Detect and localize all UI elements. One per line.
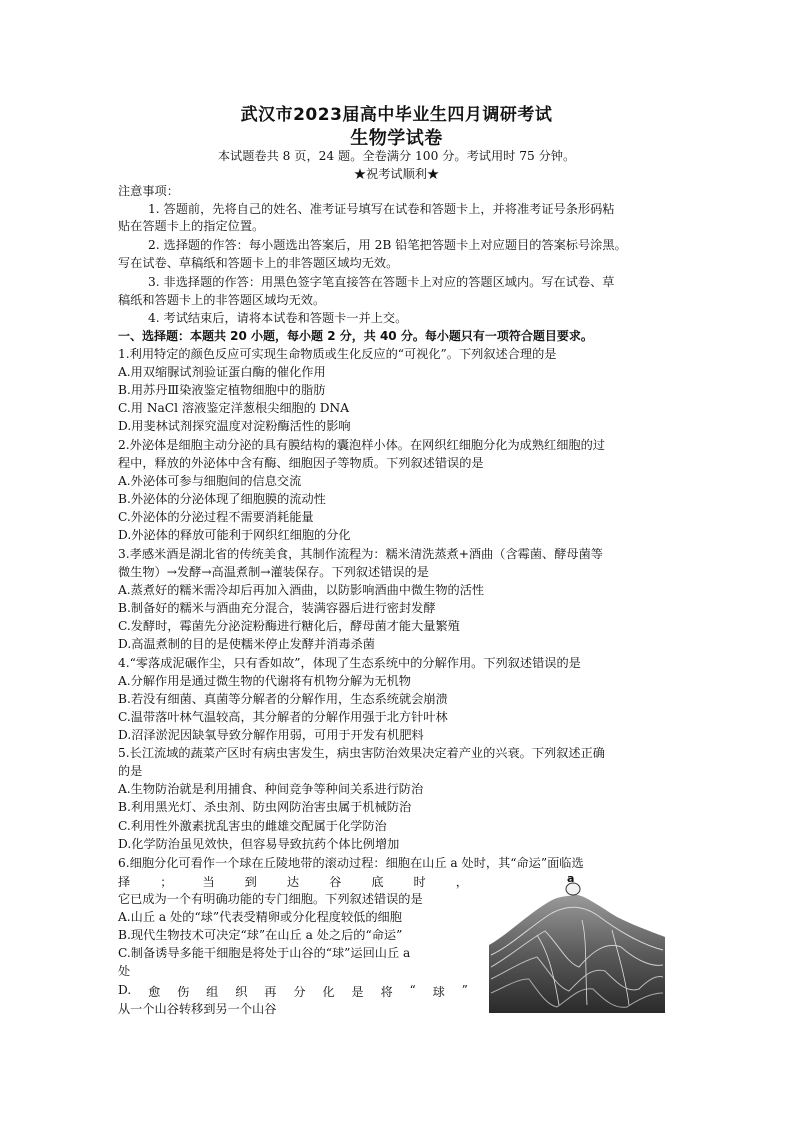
figure-label-a: a [567,875,575,885]
q6-option-d-justified [118,983,468,1000]
q6-d-char: 将 [380,985,393,999]
q4-stem: 4.“零落成泥碾作尘，只有香如故”，体现了生态系统中的分解作用。下列叙述错误的是 [118,656,581,670]
q6-stem-char: 达 [286,875,300,889]
note-line: 贴在答题卡上的指定位置。 [118,219,265,233]
notes-heading: 注意事项： [118,184,179,198]
q2-option-a: A.外泌体可参与细胞间的信息交流 [118,474,302,488]
q6-d-char: 再 [264,985,277,999]
q2-option-d: D.外泌体的释放可能利于网织红细胞的分化 [118,528,351,542]
q3-option-c: C.发酵时，霉菌先分泌淀粉酶进行糖化后，酵母菌才能大量繁殖 [118,619,460,633]
q3-option-a: A.蒸煮好的糯米需冷却后再加入酒曲，以防影响酒曲中微生物的活性 [118,583,485,597]
q2-option-c: C.外泌体的分泌过程不需要消耗能量 [118,510,314,524]
q5-option-a: A.生物防治就是利用捕食、种间竞争等种间关系进行防治 [118,782,424,796]
q6-option-c: 处 [118,964,131,978]
q6-stem: 6.细胞分化可看作一个球在丘陵地带的滚动过程：细胞在山丘 a 处时，其“命运”面临选 [118,856,584,870]
q4-option-a: A.分解作用是通过微生物的代谢将有机物分解为无机物 [118,674,411,688]
q1-option-d: D.用斐林试剂探究温度对淀粉酶活性的影响 [118,419,351,433]
q6-stem-char: ； [160,875,173,889]
section-heading: 一、选择题：本题共 20 小题，每小题 2 分，共 40 分。每小题只有一项符合题目要求。 [118,329,593,343]
q2-stem: 程中，释放的外泌体中含有酶、细胞因子等物质。下列叙述错误的是 [118,456,484,470]
q4-option-c: C.温带落叶林气温较高，其分解者的分解作用强于北方针叶林 [118,710,448,724]
q6-option-c: C.制备诱导多能干细胞是将处于山谷的“球”运回山丘 a [118,946,411,960]
q6-d-char: ” [461,983,468,997]
q5-stem: 5.长江流域的蔬菜产区时有病虫害发生，病虫害防治效果决定着产业的兴衰。下列叙述正确 [118,746,605,760]
q6-option-d: 从一个山谷转移到另一个山谷 [118,1002,277,1016]
q6-d-char: 织 [235,985,248,999]
q5-option-b: B.利用黑光灯、杀虫剂、防虫网防治害虫属于机械防治 [118,800,412,814]
exam-meta: 本试题卷共 8 页，24 题。全卷满分 100 分。考试用时 75 分钟。 [217,149,576,163]
exam-wish: ★祝考试顺利★ [353,167,440,181]
q6-stem-char: 择 [118,875,131,889]
q2-stem: 2.外泌体是细胞主动分泌的具有膜结构的囊泡样小体。在网织红细胞分化为成熟红细胞的过 [118,438,605,452]
q6-stem: 它已成为一个有明确功能的专门细胞。下列叙述错误的是 [118,892,423,906]
q2-option-b: B.外泌体的分泌体现了细胞膜的流动性 [118,492,326,506]
q6-d-char: 组 [206,985,219,999]
q6-d-char: 愈 [148,985,161,999]
q5-option-d: D.化学防治虽见效快，但容易导致抗药个体比例增加 [118,837,400,851]
q3-option-d: D.高温煮制的目的是使糯米停止发酵并消毒杀菌 [118,637,375,651]
q4-option-b: B.若没有细菌、真菌等分解者的分解作用，生态系统就会崩溃 [118,692,448,706]
exam-title: 武汉市2023届高中毕业生四月调研考试 [240,105,553,125]
q6-option-a: A.山丘 a 处的“球”代表受精卵或分化程度较低的细胞 [118,910,402,924]
q3-stem: 3.孝感米酒是湖北省的传统美食，其制作流程为：糯米清洗蒸煮+酒曲（含霉菌、酵母菌等 [118,547,603,561]
q6-stem-char: 谷 [329,875,342,889]
note-line: 写在试卷、草稿纸和答题卡上的非答题区域均无效。 [118,256,399,270]
note-line: 1. 答题前，先将自己的姓名、准考证号填写在试卷和答题卡上，并将准考证号条形码粘 [148,202,615,216]
q4-option-d: D.沼泽淤泥因缺氧导致分解作用弱，可用于开发有机肥料 [118,728,424,742]
q3-option-b: B.制备好的糯米与酒曲充分混合，装满容器后进行密封发酵 [118,601,436,615]
q6-d-char: 是 [351,985,364,999]
q1-option-b: B.用苏丹Ⅲ染液鉴定植物细胞中的脂肪 [118,383,326,397]
note-line: 3. 非选择题的作答：用黑色签字笔直接答在答题卡上对应的答题区域内。写在试卷、草 [148,275,615,289]
q6-stem-char: 底 [371,875,384,889]
q5-stem: 的是 [118,764,143,778]
q6-stem-char: 当 [202,875,215,889]
q6-stem-char: 到 [244,875,257,889]
note-line: 稿纸和答题卡上的非答题区域均无效。 [118,293,326,307]
q6-d-char: 化 [322,985,335,999]
q3-stem: 微生物）→发酵→高温煮制→灌装保存。下列叙述错误的是 [118,565,429,579]
q1-stem: 1.利用特定的颜色反应可实现生命物质或生化反应的“可视化”。下列叙述合理的是 [118,347,557,361]
q6-d-char: D. [118,983,132,997]
q5-option-c: C.利用性外激素扰乱害虫的雌雄交配属于化学防治 [118,819,387,833]
q6-d-char: 球 [432,985,445,999]
q6-d-char: 伤 [177,985,190,999]
q6-d-char: 分 [293,985,306,999]
exam-subject: 生物学试卷 [350,128,443,149]
note-line: 4. 考试结束后，请将本试卷和答题卡一并上交。 [148,311,408,325]
q6-option-b: B.现代生物技术可决定“球”在山丘 a 处之后的“命运” [118,928,403,942]
q6-stem-char: ， [455,875,468,889]
q1-option-a: A.用双缩脲试剂验证蛋白酶的催化作用 [118,365,326,379]
waddington-landscape-figure [487,875,667,1015]
note-line: 2. 选择题的作答：每小题选出答案后，用 2B 铅笔把答题卡上对应题目的答案标号涂黑。 [148,238,627,252]
q1-option-c: C.用 NaCl 溶液鉴定洋葱根尖细胞的 DNA [118,401,350,415]
q6-d-char: “ [409,983,416,997]
q6-stem-justified [118,873,468,890]
q6-stem-char: 时 [413,875,426,889]
